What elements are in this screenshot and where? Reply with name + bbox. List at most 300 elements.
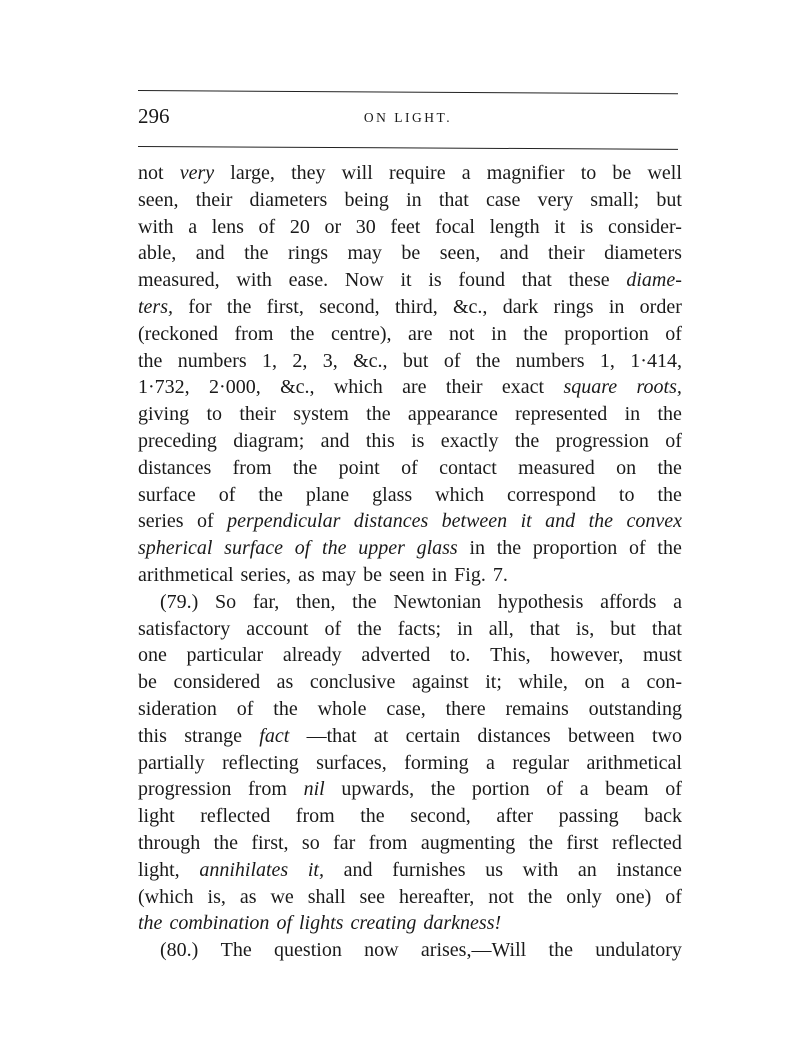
word: of	[294, 537, 311, 560]
word: diagram;	[233, 429, 305, 452]
word: seen,	[439, 242, 481, 265]
word: plane	[305, 483, 350, 506]
word: of	[665, 429, 682, 452]
word: 7.	[492, 563, 508, 586]
word: but	[610, 617, 636, 640]
header-rule-bottom	[138, 146, 678, 150]
word: only	[566, 885, 602, 908]
word: distances	[138, 456, 212, 479]
word: in	[608, 295, 625, 318]
word: 1,	[599, 349, 615, 372]
word: remains	[505, 697, 569, 720]
word: arises,—Will	[420, 939, 527, 962]
word: darkness!	[423, 912, 502, 935]
word: and	[343, 858, 373, 881]
text-line	[138, 884, 682, 911]
word: it	[400, 269, 412, 292]
word: already	[282, 644, 342, 667]
word: on	[584, 671, 605, 694]
word: light,	[138, 858, 180, 881]
word: these	[568, 269, 610, 292]
word: to	[618, 483, 635, 506]
word: the	[244, 242, 269, 265]
word: a	[188, 215, 198, 238]
word: distances	[477, 724, 551, 747]
word: &c.,	[453, 295, 488, 318]
word: of	[196, 510, 214, 533]
text-line	[138, 616, 682, 643]
text-line	[138, 214, 682, 241]
word: exact	[501, 376, 545, 399]
word: their	[195, 188, 233, 211]
word: and	[195, 242, 225, 265]
word: 30	[355, 215, 376, 238]
text-line	[138, 348, 682, 375]
word: first,	[251, 831, 289, 854]
word: in	[491, 322, 507, 345]
word: question	[274, 939, 342, 962]
word: with	[138, 215, 174, 238]
word: being	[344, 188, 389, 211]
word: not	[138, 162, 164, 184]
word: measured,	[138, 269, 220, 292]
word: in	[457, 617, 473, 640]
word: (79.)	[160, 590, 199, 613]
word: magnifier	[486, 162, 565, 184]
text-line	[138, 321, 682, 348]
word: conclusive	[309, 671, 396, 694]
word: creating	[350, 912, 417, 935]
text-line	[138, 508, 682, 535]
word: to	[206, 403, 222, 426]
word: in	[406, 188, 422, 211]
word: whole	[317, 697, 367, 720]
word: be	[612, 162, 632, 184]
word: the	[213, 831, 238, 854]
text-line	[138, 562, 682, 589]
text-line	[138, 776, 682, 803]
word: first,	[266, 295, 304, 318]
word: surfaces,	[316, 751, 387, 774]
word: from	[248, 778, 287, 801]
word: upper	[358, 537, 405, 560]
word: point	[338, 456, 380, 479]
word: dark	[502, 295, 539, 318]
word: contact	[439, 456, 497, 479]
word: diame-	[626, 269, 682, 292]
word: far,	[252, 590, 280, 613]
text-line	[138, 937, 682, 964]
text-line	[138, 669, 682, 696]
word: square	[563, 376, 618, 399]
word: the	[657, 537, 682, 560]
word: exactly	[440, 429, 499, 452]
text-line	[138, 750, 682, 777]
word: well	[647, 162, 682, 184]
word: giving	[138, 403, 190, 426]
word: forming	[404, 751, 469, 774]
word: strange	[184, 724, 242, 747]
word: between	[568, 724, 635, 747]
word: in	[624, 403, 641, 426]
running-head: ON LIGHT.	[363, 110, 453, 125]
text-line	[138, 830, 682, 857]
word: partially	[138, 751, 205, 774]
word: This,	[490, 644, 531, 667]
word: 3,	[322, 349, 338, 372]
word: from	[234, 322, 274, 345]
word: which	[435, 483, 485, 506]
word: all,	[488, 617, 514, 640]
word: the	[523, 322, 548, 345]
word: must	[643, 644, 682, 667]
word: as	[298, 563, 315, 586]
word: of	[401, 456, 418, 479]
word: a	[579, 778, 589, 801]
word: reflected	[611, 831, 682, 854]
word: hypothesis	[497, 590, 584, 613]
word: The	[220, 939, 252, 962]
word: a	[673, 590, 682, 613]
word: an	[577, 858, 597, 881]
word: feet	[390, 215, 421, 238]
word: focal	[435, 215, 475, 238]
word: beam	[605, 778, 649, 801]
word: the	[366, 403, 391, 426]
word: but	[656, 188, 682, 211]
word: account	[246, 617, 309, 640]
text-line	[138, 294, 682, 321]
word: and	[320, 429, 350, 452]
text-line	[138, 428, 682, 455]
word: which	[333, 376, 383, 399]
word: length	[489, 215, 540, 238]
word: not	[449, 322, 475, 345]
word: the	[475, 349, 501, 372]
word: then,	[296, 590, 336, 613]
word: that	[529, 617, 560, 640]
word: of	[236, 697, 254, 720]
word: against	[411, 671, 469, 694]
text-line	[138, 535, 682, 562]
word: nil	[303, 778, 325, 801]
word: first	[566, 831, 599, 854]
word: second,	[319, 295, 380, 318]
word: augmenting	[420, 831, 516, 854]
word: to.	[449, 644, 471, 667]
word: proportion	[532, 537, 618, 560]
word: that	[651, 617, 682, 640]
word: the	[258, 483, 283, 506]
word: from	[232, 456, 272, 479]
word: appearance	[407, 403, 498, 426]
word: glass	[416, 537, 458, 560]
text-line	[138, 374, 682, 401]
word: a	[486, 751, 495, 774]
word: for	[188, 295, 212, 318]
word: a	[621, 671, 630, 694]
word: the	[657, 456, 682, 479]
word: the	[289, 322, 315, 345]
word: very	[179, 162, 215, 184]
word: the	[138, 912, 163, 935]
word: series	[138, 510, 184, 533]
body-text	[138, 160, 682, 964]
word: and	[545, 510, 576, 533]
word: seen,	[138, 188, 179, 211]
word: lens	[211, 215, 244, 238]
word: the	[138, 349, 163, 372]
word: 20	[289, 215, 310, 238]
word: as	[276, 671, 294, 694]
word: be	[138, 671, 157, 694]
word: through	[138, 831, 201, 854]
word: the	[657, 483, 682, 506]
word: the	[588, 510, 614, 533]
word: it	[554, 215, 566, 238]
word: &c.,	[280, 376, 315, 399]
word: order	[639, 295, 682, 318]
word: the	[360, 805, 385, 828]
word: diameters	[249, 188, 328, 211]
word: affords	[600, 590, 657, 613]
word: outstanding	[588, 697, 682, 720]
word: lights	[299, 912, 344, 935]
word: the	[496, 537, 522, 560]
word: require	[388, 162, 446, 184]
word: of	[665, 778, 682, 801]
word: 2,	[292, 349, 308, 372]
word: to	[580, 162, 597, 184]
word: So	[215, 590, 237, 613]
word: the	[430, 778, 456, 801]
word: (reckoned	[138, 322, 218, 345]
word: progression	[555, 429, 649, 452]
text-line	[138, 482, 682, 509]
word: particular	[186, 644, 264, 667]
text-line	[138, 723, 682, 750]
word: instance	[616, 858, 682, 881]
word: convex	[626, 510, 682, 533]
word: of	[629, 537, 646, 560]
word: roots,	[636, 376, 682, 399]
word: annihilates	[199, 858, 289, 881]
word: and	[499, 242, 529, 265]
word: second,	[410, 805, 471, 828]
word: found	[458, 269, 506, 292]
word: will	[341, 162, 373, 184]
word: adverted	[361, 644, 431, 667]
word: the	[226, 295, 252, 318]
word: it	[520, 510, 532, 533]
word: rings	[553, 295, 594, 318]
word: their	[548, 242, 585, 265]
word: the	[292, 456, 318, 479]
word: of	[276, 912, 292, 935]
word: the	[322, 537, 347, 560]
text-line	[138, 857, 682, 884]
word: system	[293, 403, 349, 426]
word: perpendicular	[227, 510, 341, 533]
word: of	[324, 617, 342, 640]
word: while,	[518, 671, 568, 694]
word: distances	[353, 510, 429, 533]
word: numbers	[177, 349, 247, 372]
word: we	[270, 885, 294, 908]
word: is	[428, 269, 442, 292]
word: Newtonian	[393, 590, 482, 613]
word: upwards,	[341, 778, 415, 801]
word: regular	[512, 751, 570, 774]
word: seen	[389, 563, 425, 586]
word: sideration	[138, 697, 217, 720]
word: the	[357, 617, 382, 640]
word: Fig.	[454, 563, 486, 586]
word: as	[239, 885, 257, 908]
word: hereafter,	[399, 885, 475, 908]
word: a	[461, 162, 471, 184]
word: 1,	[262, 349, 278, 372]
word: small;	[590, 188, 640, 211]
word: may	[347, 242, 382, 265]
word: ters,	[138, 295, 173, 318]
word: of	[665, 885, 682, 908]
word: facts;	[397, 617, 442, 640]
word: on	[616, 456, 637, 479]
word: proportion	[564, 322, 649, 345]
page-header	[138, 104, 678, 134]
word: spherical	[138, 537, 213, 560]
word: series,	[240, 563, 292, 586]
page-number: 296	[138, 104, 170, 128]
word: progression	[138, 778, 232, 801]
word: correspond	[507, 483, 596, 506]
word: con-	[646, 671, 682, 694]
word: is,	[207, 885, 226, 908]
word: large,	[230, 162, 275, 184]
word: however,	[550, 644, 624, 667]
word: undulatory	[595, 939, 682, 962]
word: portion	[471, 778, 530, 801]
word: —that	[306, 724, 357, 747]
word: measured	[518, 456, 595, 479]
word: (80.)	[160, 939, 199, 962]
word: passing	[558, 805, 619, 828]
word: rings	[288, 242, 328, 265]
word: of	[258, 215, 276, 238]
word: 1·732,	[138, 376, 190, 399]
word: surface	[224, 537, 284, 560]
word: be	[363, 563, 383, 586]
word: glass	[372, 483, 413, 506]
word: is	[411, 429, 425, 452]
word: between	[441, 510, 508, 533]
word: with	[236, 269, 272, 292]
word: (which	[138, 885, 194, 908]
word: furnishes	[392, 858, 466, 881]
word: able,	[138, 242, 177, 265]
word: case,	[386, 697, 426, 720]
word: numbers	[515, 349, 585, 372]
word: their	[445, 376, 483, 399]
word: &c.,	[353, 349, 388, 372]
word: be	[401, 242, 421, 265]
word: this	[138, 724, 167, 747]
word: diameters	[604, 242, 682, 265]
word: arithmetical	[586, 751, 682, 774]
word: of	[443, 349, 461, 372]
word: considered	[173, 671, 261, 694]
word: reflected	[200, 805, 271, 828]
word: in	[469, 537, 485, 560]
word: preceding	[138, 429, 217, 452]
word: one)	[615, 885, 652, 908]
word: it;	[485, 671, 502, 694]
word: the	[352, 590, 377, 613]
word: are	[402, 376, 427, 399]
word: 2·000,	[209, 376, 261, 399]
word: of	[665, 322, 682, 345]
text-line	[138, 803, 682, 830]
word: but	[402, 349, 429, 372]
word: it,	[307, 858, 324, 881]
text-line	[138, 240, 682, 267]
word: with	[522, 858, 559, 881]
word: light	[138, 805, 175, 828]
word: arithmetical	[138, 563, 234, 586]
text-line	[138, 589, 682, 616]
word: not	[488, 885, 514, 908]
word: this	[365, 429, 395, 452]
word: surface	[138, 483, 196, 506]
word: case	[485, 188, 521, 211]
word: us	[485, 858, 503, 881]
word: fact	[259, 724, 290, 747]
text-line	[138, 642, 682, 669]
word: certain	[405, 724, 461, 747]
word: now	[364, 939, 399, 962]
word: 1·414,	[630, 349, 682, 372]
word: there	[445, 697, 486, 720]
word: of	[218, 483, 236, 506]
text-line	[138, 160, 682, 187]
word: represented	[515, 403, 608, 426]
word: at	[373, 724, 389, 747]
word: in	[431, 563, 448, 586]
text-line	[138, 267, 682, 294]
word: the	[528, 831, 554, 854]
word: shall	[307, 885, 346, 908]
word: may	[321, 563, 357, 586]
word: the	[548, 939, 573, 962]
word: far	[333, 831, 356, 854]
text-line	[138, 401, 682, 428]
word: they	[291, 162, 326, 184]
text-line	[138, 696, 682, 723]
word: the	[273, 697, 298, 720]
word: of	[546, 778, 564, 801]
word: the	[514, 429, 540, 452]
text-line	[138, 187, 682, 214]
word: is,	[575, 617, 595, 640]
word: or	[324, 215, 342, 238]
word: ease.	[288, 269, 329, 292]
word: so	[301, 831, 320, 854]
word: is	[579, 215, 594, 238]
word: their	[239, 403, 276, 426]
word: that	[521, 269, 552, 292]
text-line	[138, 910, 682, 937]
